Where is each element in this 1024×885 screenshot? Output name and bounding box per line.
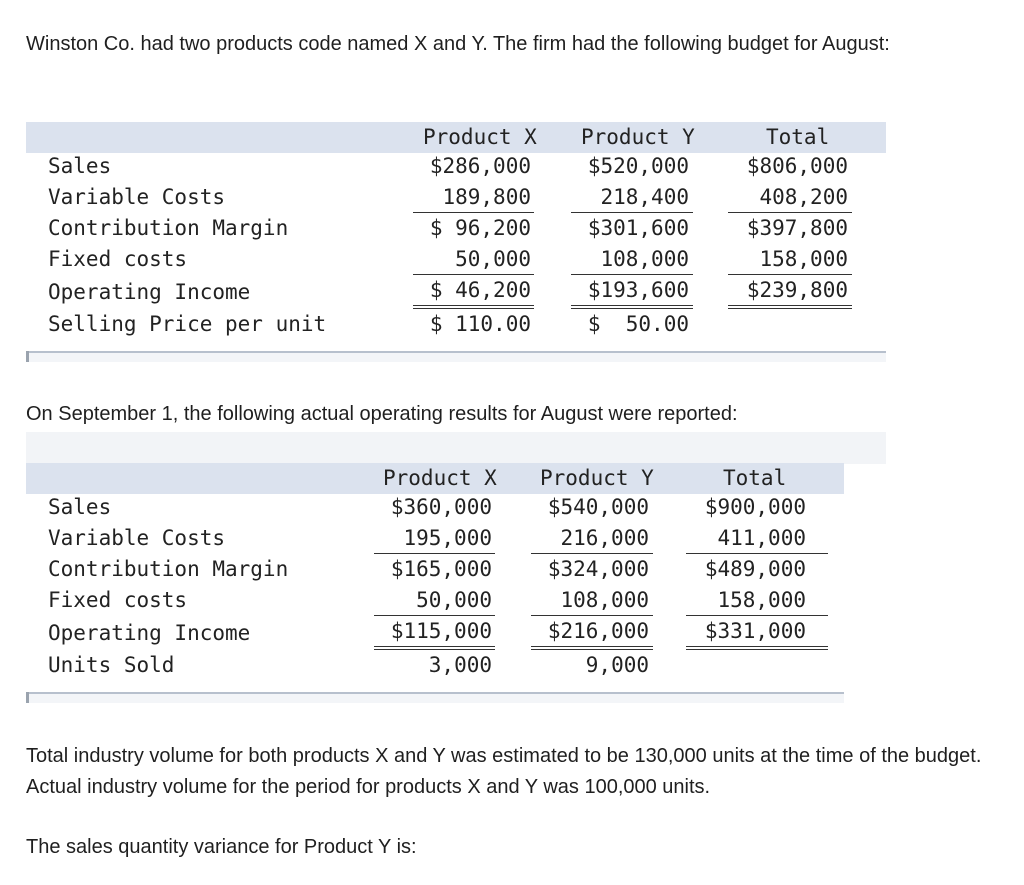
cell-fixed-x: 50,000	[416, 588, 492, 612]
actual-table	[26, 463, 844, 703]
intro-text: Winston Co. had two products code named X and Y. The firm had the following budget for August:	[26, 33, 890, 55]
cell-oi-x: $115,000	[390, 619, 492, 643]
underline	[374, 615, 495, 616]
cell-price-y: $ 50.00	[587, 312, 689, 336]
underline	[531, 553, 653, 554]
row-label-variable-costs: Variable Costs	[48, 185, 226, 209]
cell-fixed-total: 158,000	[759, 247, 848, 271]
cell-varcost-total: 411,000	[717, 526, 806, 550]
cell-oi-x: $ 46,200	[429, 278, 531, 302]
double-underline	[413, 305, 534, 309]
cell-units-y: 9,000	[585, 653, 649, 677]
row-label-operating-income: Operating Income	[48, 621, 251, 645]
row-label-sales: Sales	[48, 495, 112, 519]
cell-fixed-y: 108,000	[600, 247, 689, 271]
underline	[571, 212, 693, 213]
header-product-y: Product Y	[540, 466, 654, 490]
double-underline	[686, 646, 828, 650]
cell-fixed-total: 158,000	[717, 588, 806, 612]
cell-price-x: $ 110.00	[429, 312, 531, 336]
cell-oi-y: $193,600	[587, 278, 689, 302]
cell-cm-total: $397,800	[746, 216, 848, 240]
cell-varcost-x: 195,000	[403, 526, 492, 550]
cell-fixed-x: 50,000	[455, 247, 531, 271]
cell-sales-y: $540,000	[547, 495, 649, 519]
row-label-contribution-margin: Contribution Margin	[48, 216, 289, 240]
cell-cm-x: $ 96,200	[429, 216, 531, 240]
header-product-x: Product X	[383, 466, 497, 490]
underline	[531, 615, 653, 616]
double-underline	[374, 646, 495, 650]
underline	[413, 212, 534, 213]
cell-varcost-total: 408,200	[759, 185, 848, 209]
underline	[686, 553, 828, 554]
row-label-selling-price: Selling Price per unit	[48, 312, 327, 336]
cell-sales-y: $520,000	[587, 154, 689, 178]
actual-intro-text: On September 1, the following actual operating results for August were reported:	[26, 403, 738, 425]
cell-sales-total: $806,000	[746, 154, 848, 178]
horizontal-scrollbar[interactable]	[26, 692, 844, 703]
underline	[728, 212, 852, 213]
row-label-contribution-margin: Contribution Margin	[48, 557, 289, 581]
row-label-fixed-costs: Fixed costs	[48, 247, 188, 271]
row-label-fixed-costs: Fixed costs	[48, 588, 188, 612]
underline	[374, 553, 495, 554]
cell-varcost-y: 216,000	[560, 526, 649, 550]
row-label-units-sold: Units Sold	[48, 653, 175, 677]
budget-table	[26, 122, 886, 362]
double-underline	[728, 305, 852, 309]
header-product-y: Product Y	[581, 125, 695, 149]
cell-units-x: 3,000	[428, 653, 492, 677]
double-underline	[571, 305, 693, 309]
double-underline	[531, 646, 653, 650]
header-total: Total	[766, 125, 830, 149]
table-row-stripe	[26, 432, 886, 464]
cell-sales-x: $286,000	[429, 154, 531, 178]
underline	[728, 274, 852, 275]
cell-varcost-y: 218,400	[600, 185, 689, 209]
industry-volume-text: Total industry volume for both products X and Y was estimated to be 130,000 units at the time of the budget. Actual industry volume for the period for products X and Y was 100,000 units.	[26, 745, 982, 798]
cell-varcost-x: 189,800	[442, 185, 531, 209]
cell-oi-total: $239,800	[746, 278, 848, 302]
row-label-variable-costs: Variable Costs	[48, 526, 226, 550]
question-text: The sales quantity variance for Product Y is:	[26, 836, 417, 858]
cell-cm-y: $324,000	[547, 557, 649, 581]
cell-sales-x: $360,000	[390, 495, 492, 519]
cell-oi-total: $331,000	[704, 619, 806, 643]
cell-cm-x: $165,000	[390, 557, 492, 581]
cell-cm-total: $489,000	[704, 557, 806, 581]
cell-fixed-y: 108,000	[560, 588, 649, 612]
cell-sales-total: $900,000	[704, 495, 806, 519]
horizontal-scrollbar[interactable]	[26, 351, 886, 362]
underline	[571, 274, 693, 275]
cell-oi-y: $216,000	[547, 619, 649, 643]
row-label-operating-income: Operating Income	[48, 280, 251, 304]
underline	[686, 615, 828, 616]
header-product-x: Product X	[423, 125, 537, 149]
cell-cm-y: $301,600	[587, 216, 689, 240]
underline	[413, 274, 534, 275]
row-label-sales: Sales	[48, 154, 112, 178]
header-total: Total	[723, 466, 787, 490]
